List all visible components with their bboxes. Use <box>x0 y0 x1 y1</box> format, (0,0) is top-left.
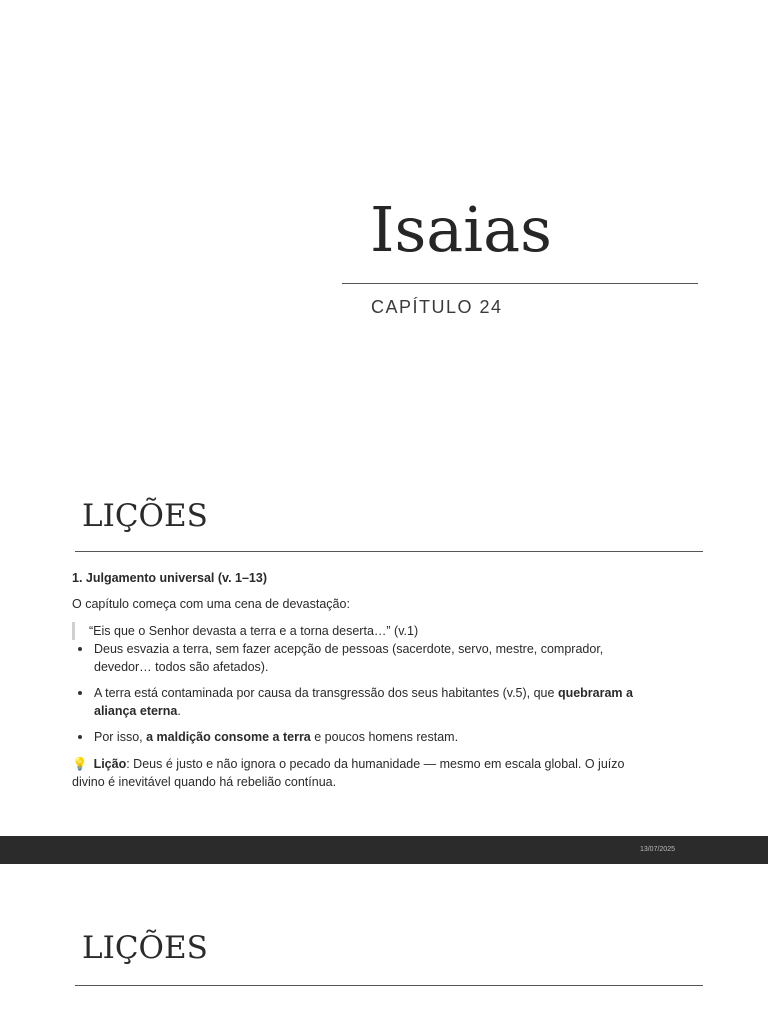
bold-text: a maldição consome a terra <box>146 730 311 744</box>
footer-bar <box>0 836 768 864</box>
bold-text: quebraram a aliança eterna <box>94 686 633 718</box>
bullet-list <box>72 640 652 746</box>
document-title: Isaias <box>370 193 552 266</box>
list-item: A terra está contaminada por causa da transgressão dos seus habitantes (v.5), que quebraram a aliança eterna. <box>72 684 652 720</box>
section-divider <box>75 985 703 986</box>
bullet-icon <box>78 647 82 651</box>
bullet-icon <box>78 691 82 695</box>
lightbulb-icon: 💡 <box>72 757 88 771</box>
lesson-content <box>72 569 652 791</box>
list-item: Deus esvazia a terra, sem fazer acepção de pessoas (sacerdote, servo, mestre, comprador, devedor… todos são afetados). <box>72 640 652 676</box>
lesson-text: : Deus é justo e não ignora o pecado da humanidade — mesmo em escala global. O juízo divino é inevitável quando há rebelião contínua. <box>72 757 625 789</box>
bible-quote: “Eis que o Senhor devasta a terra e a torna deserta…” (v.1) <box>72 622 652 640</box>
lesson-paragraph <box>72 755 652 791</box>
section-heading: LIÇÕES <box>82 930 208 966</box>
title-divider <box>342 283 698 284</box>
lesson-label: Lição <box>93 757 127 771</box>
list-item: Por isso, a maldição consome a terra e poucos homens restam. <box>72 728 652 746</box>
section-title: 1. Julgamento universal (v. 1–13) <box>72 571 267 585</box>
section-heading: LIÇÕES <box>82 498 208 534</box>
slide-lessons <box>0 864 768 1024</box>
chapter-subtitle: CAPÍTULO 24 <box>371 297 503 317</box>
intro-paragraph: O capítulo começa com uma cena de devastação: <box>72 597 350 611</box>
bullet-icon <box>78 735 82 739</box>
section-divider <box>75 551 703 552</box>
footer-date: 13/07/2025 <box>639 846 675 853</box>
